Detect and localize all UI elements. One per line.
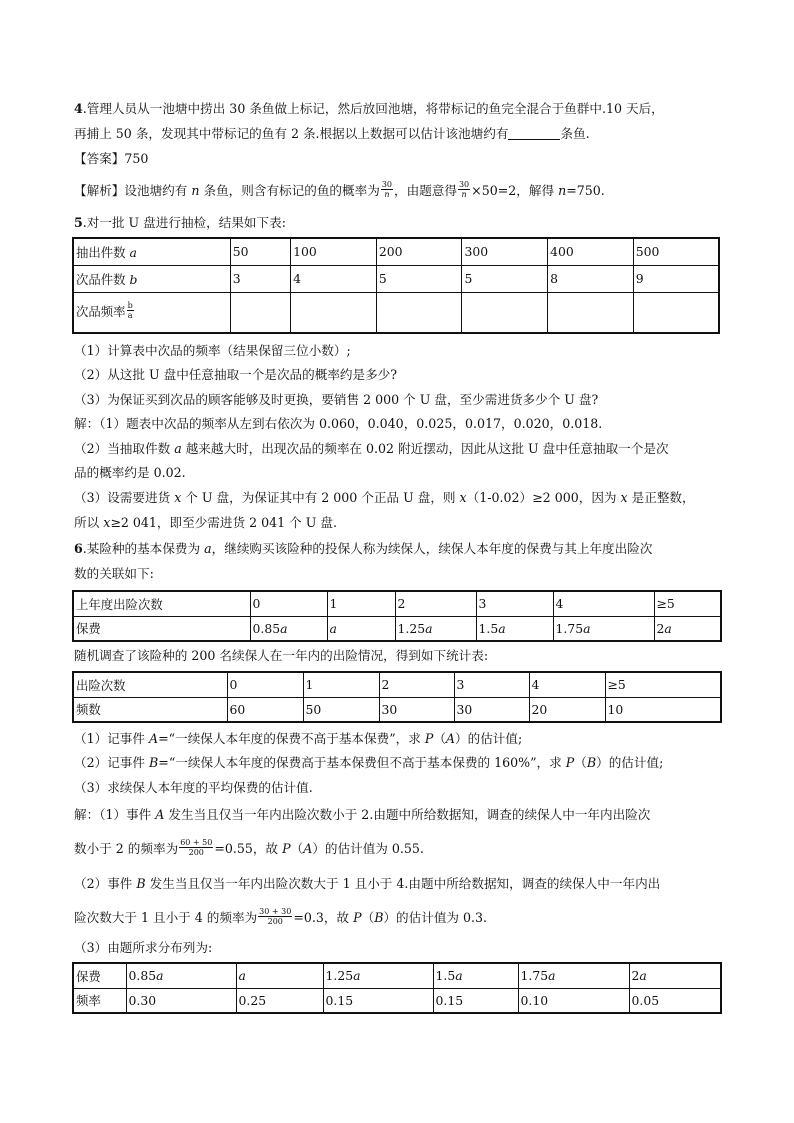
- table-cell: 100: [291, 238, 377, 265]
- table-cell: 3: [230, 265, 290, 292]
- q6-s1-text-f: ）的估计值为 0.55.: [312, 841, 424, 856]
- q5-sub3: （3）为保证买到次品的顾客能够及时更换，要销售 2 000 个 U 盘，至少需进货多少个 U 盘?: [74, 392, 599, 407]
- q4-analysis-text-a: 设池塘约有: [124, 183, 192, 198]
- q5-sol3-text-a: （3）设需要进货: [74, 490, 175, 505]
- q6-s1-var-P: P: [282, 841, 291, 856]
- q5-sol3-var-x4: x: [103, 515, 111, 530]
- q5-sol3-text-e: 所以: [74, 515, 104, 530]
- q4-analysis-text-c: ，由题意得: [394, 183, 457, 198]
- q6-table-premium: [72, 590, 722, 642]
- q6-s1-text-d: =0.55，故: [214, 841, 283, 856]
- q6-t2-row-count: [73, 697, 721, 722]
- q6-p1-var-A: A: [149, 731, 159, 746]
- q6-number: 6: [74, 541, 83, 556]
- table-cell-empty: [230, 292, 290, 333]
- table-cell: [250, 616, 327, 641]
- q6-s2-text-c: 险次数大于 1 且小于 4 的频率为: [74, 910, 258, 925]
- q5-sol3-text-d: 是正整数，: [627, 490, 695, 505]
- q6-s2-var-B2: B: [374, 910, 384, 925]
- q4-stem-text2: 再捕上 50 条，发现其中带标记的鱼有 2 条.根据以上数据可以估计该池塘约有: [74, 126, 509, 141]
- q6-survey: 随机调查了该险种的 200 名续保人在一年内的出险情况，得到如下统计表:: [74, 648, 489, 663]
- table-cell-empty: [462, 292, 548, 333]
- q6-part1: [74, 731, 522, 747]
- table-cell-empty: [548, 292, 634, 333]
- q6-s2-text-a: （2）事件: [74, 876, 137, 891]
- q4-analysis-tag: 【解析】: [74, 183, 125, 198]
- q5-sol3-text-c: （1-0.02）≥2 000，因为: [466, 490, 621, 505]
- q5-frac-ba: [127, 301, 134, 320]
- q6-p1-paren-open: （: [433, 731, 446, 746]
- q6-t1-row-premium: [73, 616, 721, 641]
- q4-analysis-line: [74, 182, 605, 201]
- q5-sol2-text-a: （2）当抽取件数: [74, 441, 175, 456]
- q6-s2-text-d: =0.3，故: [293, 910, 354, 925]
- q5-sol3-var-x1: x: [174, 490, 182, 505]
- q5-var-a: a: [129, 244, 137, 260]
- cell-number: 0.85: [128, 968, 157, 984]
- cell-number: 2: [656, 620, 665, 636]
- q6-t3-row-frequency: [73, 988, 721, 1013]
- table-cell: 0.25: [236, 988, 323, 1013]
- table-cell: 400: [548, 238, 634, 265]
- table-cell: 50: [230, 238, 290, 265]
- table-cell: 0.30: [126, 988, 236, 1013]
- q4-number: 4: [74, 101, 83, 116]
- q5-sol3-var-x2: x: [459, 490, 467, 505]
- q6-s2-var-B: B: [136, 876, 146, 891]
- cell-var: a: [639, 968, 647, 984]
- q5-sol2-text-b: 越来越大时，出现次品的频率在 0.02 附近摆动，因此从这批 U 盘中任意抽取一个是次: [181, 441, 669, 456]
- q6-p2-var-B2: B: [586, 755, 597, 770]
- cell-var: a: [353, 968, 361, 984]
- q4-frac2-num: 30: [458, 180, 470, 189]
- cell-var: a: [238, 968, 246, 984]
- cell-var: a: [583, 620, 591, 636]
- q4-answer-value: 750: [124, 151, 149, 166]
- q4-frac1-den: n: [384, 190, 390, 199]
- q4-stem-text3: 条鱼.: [560, 126, 590, 141]
- q6-p1-var-A2: A: [445, 731, 456, 746]
- q6-sol1-line1: [74, 807, 650, 823]
- table-cell: 4: [553, 591, 654, 616]
- table-cell: [476, 616, 553, 641]
- q6-t2-label-count: 频数: [73, 697, 227, 722]
- q6-intro-text-b: ，继续购买该险种的投保人称为续保人，续保人本年度的保费与其上年度出险次: [211, 541, 653, 556]
- q5-label-drawn-text: 抽出件数: [76, 244, 130, 260]
- table-cell: 0.15: [323, 988, 433, 1013]
- table-cell: 3: [476, 591, 553, 616]
- q6-p1-text-d: ）的估计值;: [455, 731, 523, 746]
- cell-number: 0.85: [252, 620, 281, 636]
- table-cell: 4: [529, 672, 605, 697]
- q6-p2-paren-open: （: [574, 755, 587, 770]
- cell-number: 1.25: [325, 968, 354, 984]
- q4-var-n2: n: [558, 183, 567, 198]
- q6-sol3: （3）由题所求分布列为:: [74, 940, 213, 955]
- q6-t2-row-claims: [73, 672, 721, 697]
- table-cell: 30: [379, 697, 454, 722]
- table-cell: ≥5: [605, 672, 721, 697]
- q6-s2-paren-open: （: [361, 910, 375, 925]
- q6-s1-text-c: 数小于 2 的频率为: [74, 841, 179, 856]
- q6-p2-var-B: B: [149, 755, 159, 770]
- table-cell: [323, 963, 433, 988]
- cell-number: 1.5: [478, 620, 499, 636]
- table-cell: 500: [633, 238, 719, 265]
- table-cell: 300: [462, 238, 548, 265]
- q5-sub1: （1）计算表中次品的频率（结果保留三位小数）;: [74, 343, 351, 358]
- q4-stem-text1: .管理人员从一池塘中捞出 30 条鱼做上标记，然后放回池塘，将带标记的鱼完全混合于鱼群中.10 天后，: [82, 101, 664, 116]
- q5-intro: [74, 215, 286, 231]
- q6-t1-label-claims: 上年度出险次数: [73, 591, 250, 616]
- q6-t3-label-frequency: 频率: [73, 988, 126, 1013]
- q5-sol2-line2: 品的概率约是 0.02.: [74, 465, 186, 480]
- table-cell: 20: [529, 697, 605, 722]
- table-cell-empty: [291, 292, 377, 333]
- q6-t1-label-premium: 保费: [73, 616, 250, 641]
- q6-s1-var-A: A: [155, 807, 165, 822]
- q6-p2-text-a: （2）记事件: [74, 755, 149, 770]
- q6-p2-text-b: =“一续保人本年度的保费高于基本保费但不高于基本保费的 160%”，求: [158, 755, 566, 770]
- table-cell: [327, 616, 395, 641]
- table-cell-empty: [633, 292, 719, 333]
- q4-frac1-num: 30: [381, 180, 392, 189]
- q4-analysis-text-f: =750.: [566, 183, 605, 198]
- table-cell: 4: [291, 265, 377, 292]
- table-cell: 8: [548, 265, 634, 292]
- cell-var: a: [329, 620, 337, 636]
- q6-intro-line1: [74, 541, 652, 557]
- q6-t2-label-claims: 出险次数: [73, 672, 227, 697]
- q6-s1-var-A2: A: [303, 841, 313, 856]
- q6-p2-text-d: ）的估计值;: [596, 755, 664, 770]
- q5-row-defective: [73, 265, 719, 292]
- q5-table: [72, 237, 720, 334]
- cell-var: a: [280, 620, 288, 636]
- q6-sol2-line1: [74, 876, 660, 892]
- table-cell: ≥5: [654, 591, 721, 616]
- q5-sol3-line2: [74, 515, 337, 531]
- cell-number: 1.25: [397, 620, 426, 636]
- table-cell: [518, 963, 629, 988]
- table-cell: 1: [327, 591, 395, 616]
- table-cell: 2: [379, 672, 454, 697]
- q4-analysis-text-b: 条鱼，则含有标记的鱼的概率为: [199, 183, 380, 198]
- q6-s2-frac-den: 200: [267, 917, 283, 926]
- q6-intro-var-a: a: [204, 541, 212, 556]
- cell-var: a: [548, 968, 556, 984]
- q6-t1-row-claims: [73, 591, 721, 616]
- q4-fraction-2: [458, 180, 470, 199]
- table-cell: [395, 616, 476, 641]
- q4-stem-line2: [74, 126, 590, 142]
- table-cell: 2: [395, 591, 476, 616]
- cell-number: 1.75: [520, 968, 549, 984]
- q6-table-distribution: [72, 962, 722, 1014]
- cell-number: 1.75: [555, 620, 584, 636]
- q6-sol1-line2: [74, 840, 424, 859]
- table-cell: 0.10: [518, 988, 629, 1013]
- table-cell: 60: [227, 697, 303, 722]
- table-cell: [433, 963, 518, 988]
- table-cell: 200: [376, 238, 462, 265]
- q6-intro-text-a: .某险种的基本保费为: [82, 541, 205, 556]
- table-cell: [629, 963, 721, 988]
- table-cell: 50: [303, 697, 379, 722]
- q6-p1-var-P: P: [424, 731, 434, 746]
- q5-row-frequency: [73, 292, 719, 333]
- q5-number: 5: [74, 215, 83, 230]
- q6-s1-frac-den: 200: [188, 848, 204, 857]
- q5-label-frequency: [73, 292, 230, 333]
- cell-var: a: [156, 968, 164, 984]
- table-cell: [553, 616, 654, 641]
- table-cell: 5: [462, 265, 548, 292]
- q6-part2: [74, 755, 663, 771]
- q4-var-n: n: [191, 183, 200, 198]
- q6-s2-fraction: [258, 907, 292, 926]
- cell-var: a: [498, 620, 506, 636]
- cell-number: 2: [631, 968, 640, 984]
- q5-label-defective: [73, 265, 230, 292]
- q6-s2-frac-num: 30 + 30: [259, 907, 292, 916]
- q6-intro-line2: 数的关联如下:: [74, 566, 154, 581]
- q4-answer-line: [74, 151, 148, 167]
- cell-var: a: [425, 620, 433, 636]
- q4-frac2-den: n: [461, 190, 467, 199]
- q5-sol3-text-b: 个 U 盘，为保证其中有 2 000 个正品 U 盘，则: [181, 490, 460, 505]
- q6-sol2-line2: [74, 909, 487, 928]
- q5-sol1: 解：（1）题表中次品的频率从左到右依次为 0.060，0.040，0.025，0.017，0.020，0.018.: [74, 416, 603, 431]
- q6-s2-var-P: P: [353, 910, 362, 925]
- q4-fraction-1: [381, 180, 393, 199]
- q6-p2-var-P: P: [565, 755, 575, 770]
- q5-sol3-text-f: ≥2 041，即至少需进货 2 041 个 U 盘.: [110, 515, 337, 530]
- table-cell: 10: [605, 697, 721, 722]
- q4-answer-blank: [508, 127, 560, 140]
- table-cell: 30: [454, 697, 529, 722]
- q6-s2-text-b: 发生当且仅当一年内出险次数大于 1 且小于 4.由题中所给数据知，调查的续保人中一年内出: [145, 876, 661, 891]
- q5-label-defective-text: 次品件数: [76, 271, 130, 287]
- table-cell: [126, 963, 236, 988]
- q5-frac-a: a: [127, 311, 133, 321]
- q5-label-frequency-text: 次品频率: [76, 304, 126, 320]
- q6-s1-frac-num: 60 + 50: [180, 838, 213, 847]
- table-cell: 0.05: [629, 988, 721, 1013]
- q6-s2-text-f: ）的估计值为 0.3.: [383, 910, 488, 925]
- q4-analysis-text-d: ×50=2，解得: [471, 183, 559, 198]
- q5-row-drawn: [73, 238, 719, 265]
- q5-sol2-line1: [74, 441, 669, 457]
- table-cell: 3: [454, 672, 529, 697]
- table-cell: 0: [250, 591, 327, 616]
- q4-answer-tag: 【答案】: [74, 151, 125, 166]
- cell-var: a: [455, 968, 463, 984]
- q6-s1-fraction: [179, 838, 213, 857]
- q5-sub2: （2）从这批 U 盘中任意抽取一个是次品的概率约是多少?: [74, 367, 398, 382]
- q5-sol3-var-x3: x: [620, 490, 628, 505]
- table-cell-empty: [376, 292, 462, 333]
- q4-stem-line1: [74, 101, 664, 117]
- q5-intro-text: .对一批 U 盘进行抽检，结果如下表:: [82, 215, 286, 230]
- q5-sol2-var-a: a: [174, 441, 182, 456]
- q6-t3-row-premium: [73, 963, 721, 988]
- q5-label-drawn: [73, 238, 230, 265]
- q6-s1-text-b: 发生当且仅当一年内出险次数小于 2.由题中所给数据知，调查的续保人中一年内出险次: [164, 807, 651, 822]
- q6-p1-text-a: （1）记事件: [74, 731, 149, 746]
- table-cell: [236, 963, 323, 988]
- table-cell: 5: [376, 265, 462, 292]
- table-cell: 0: [227, 672, 303, 697]
- q6-table-frequency: [72, 671, 722, 723]
- cell-var: a: [664, 620, 672, 636]
- table-cell: [654, 616, 721, 641]
- q5-sol3-line1: [74, 490, 695, 506]
- q6-p1-text-b: =“一续保人本年度的保费不高于基本保费”，求: [158, 731, 425, 746]
- q6-part3: （3）求续保人本年度的平均保费的估计值.: [74, 780, 313, 795]
- cell-number: 1.5: [435, 968, 456, 984]
- q5-var-b: b: [129, 271, 138, 287]
- table-cell: 9: [633, 265, 719, 292]
- q6-s1-text-a: 解：（1）事件: [74, 807, 156, 822]
- q6-t3-label-premium: 保费: [73, 963, 126, 988]
- q6-s1-paren-open: （: [290, 841, 304, 856]
- table-cell: 1: [303, 672, 379, 697]
- table-cell: 0.15: [433, 988, 518, 1013]
- q5-frac-b: b: [127, 301, 133, 311]
